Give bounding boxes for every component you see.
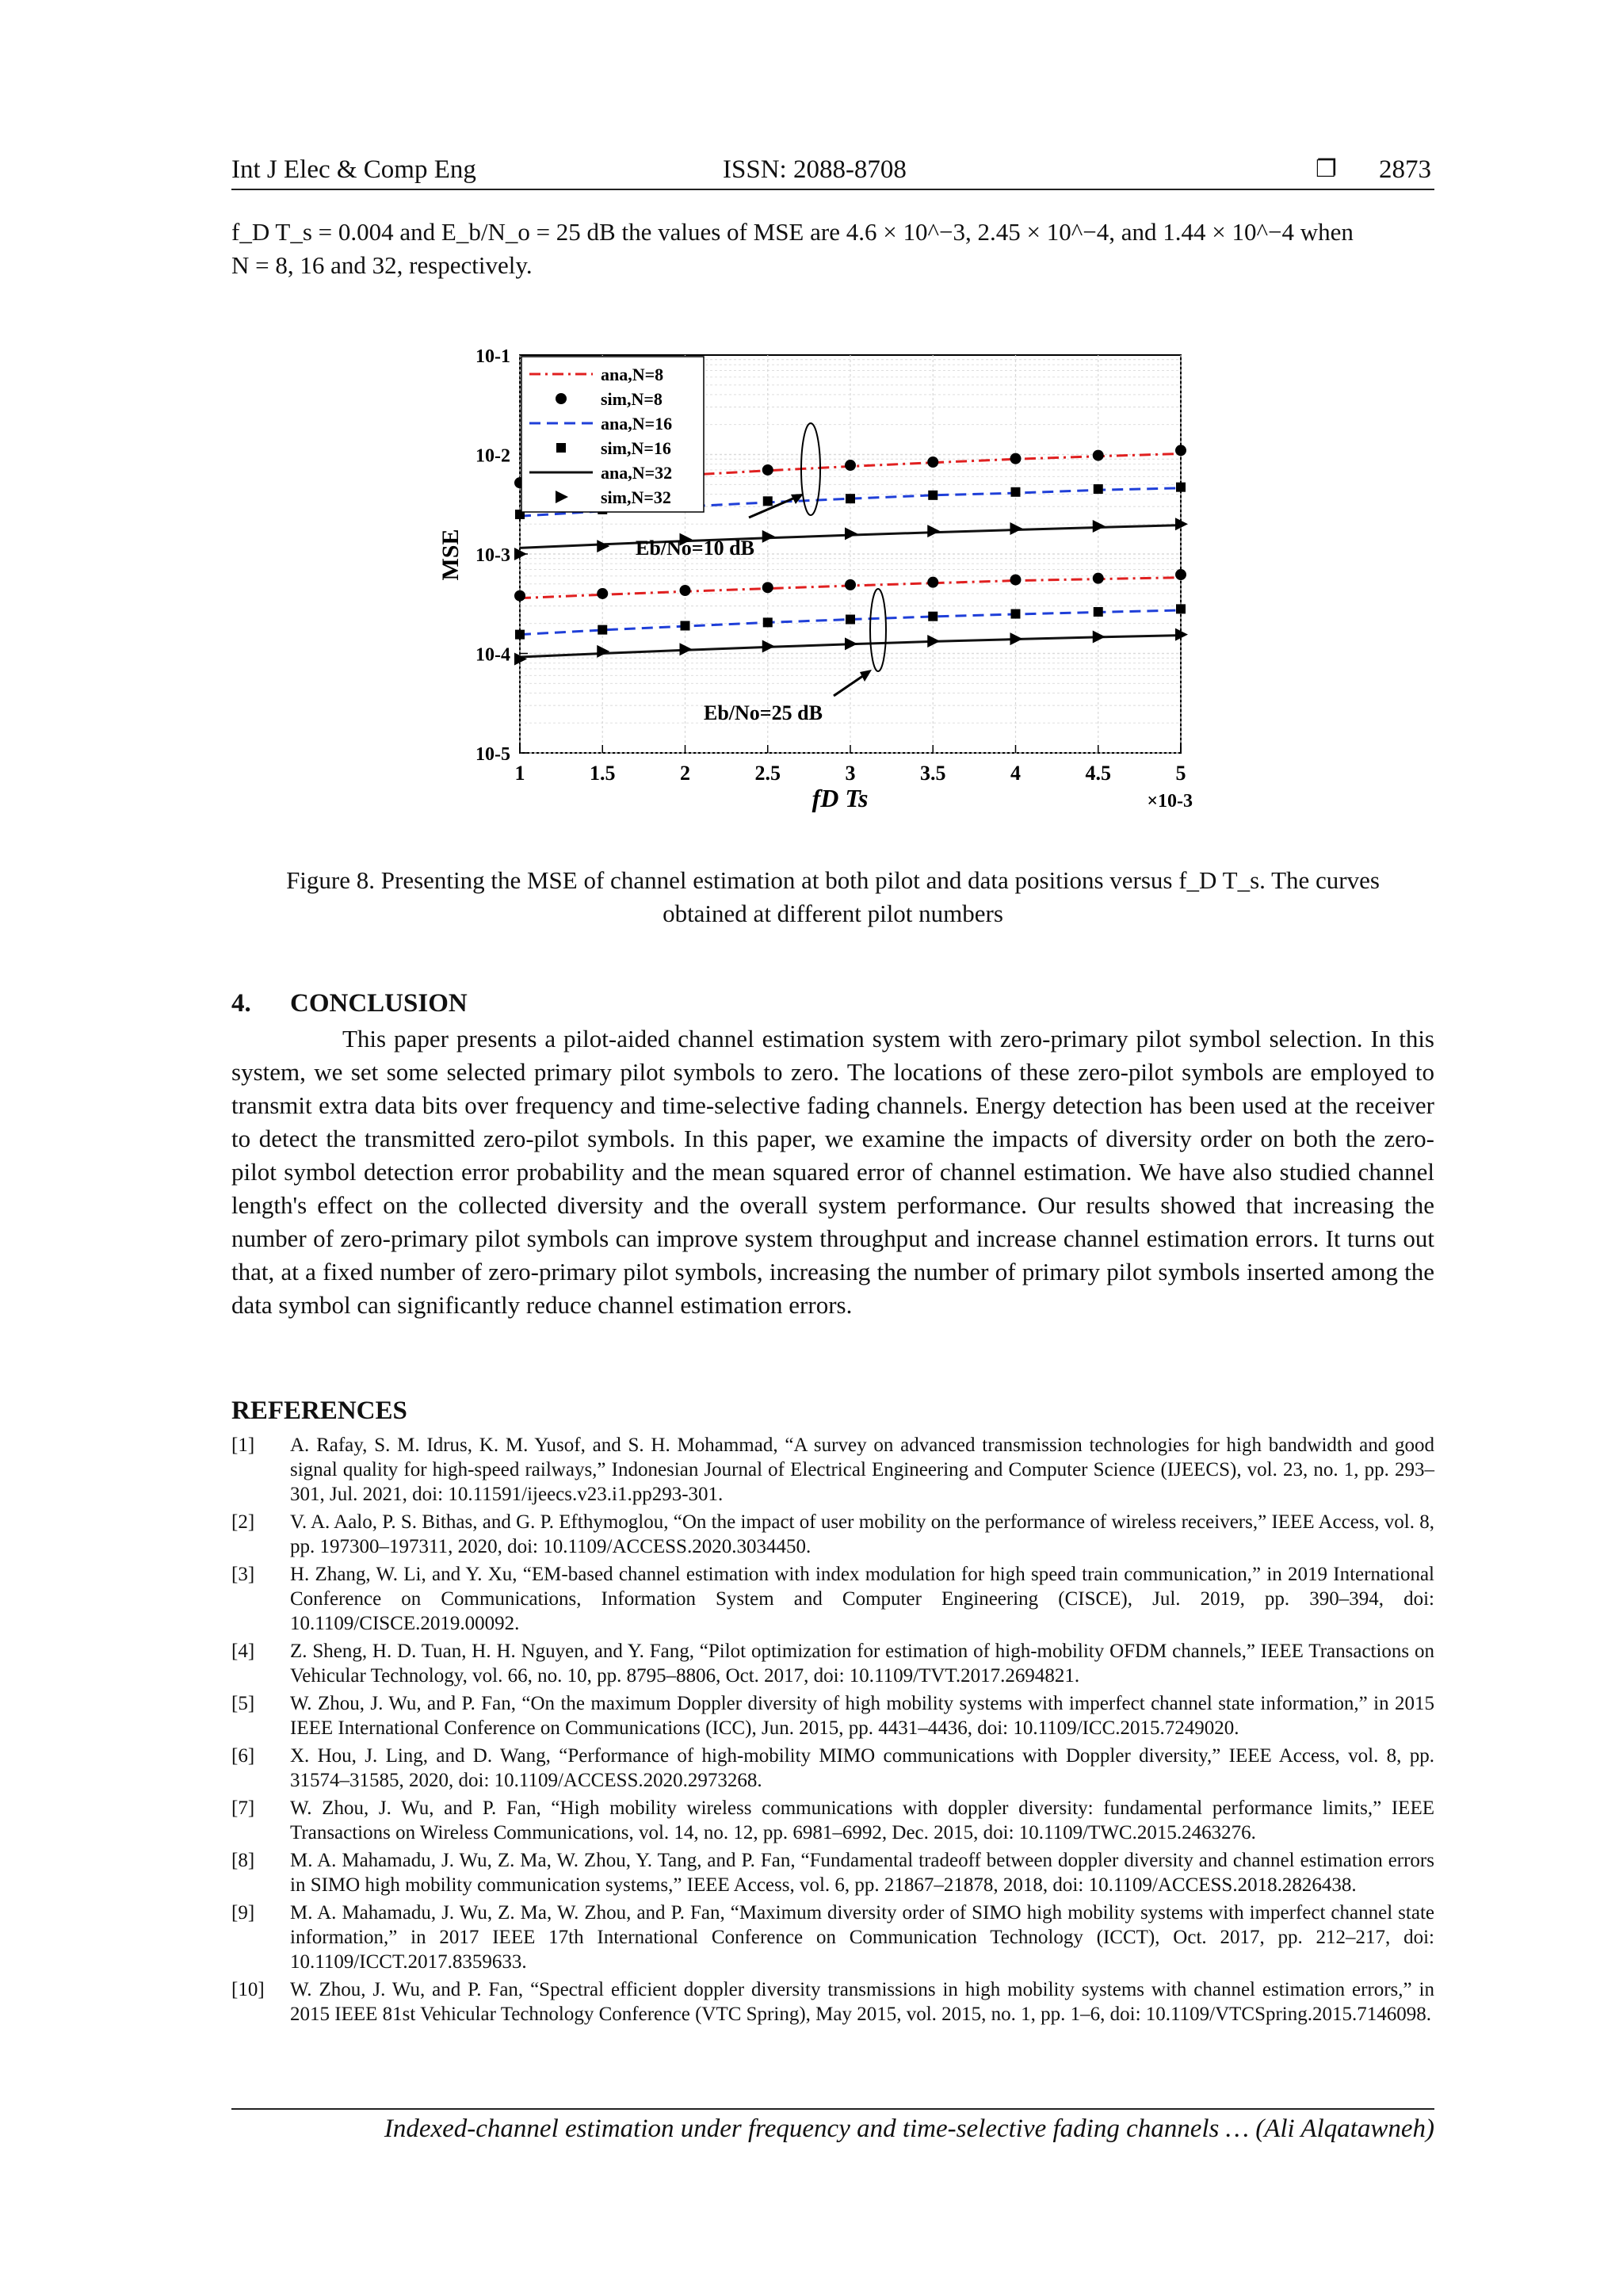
reference-item bbox=[231, 1977, 1434, 2027]
data-point-circle bbox=[927, 457, 938, 468]
chart-legend bbox=[521, 357, 704, 512]
data-point-circle bbox=[1010, 453, 1022, 464]
conclusion-text: This paper presents a pilot-aided channel estimation system with zero-primary pilot symbol selection. In this system, we set some selected primary pilot symbols to zero. The locations of these zero-pilot symbols are employed to transmit extra data bits over frequency and time-selective fading channels. Energy detection has been used at the receiver to detect the transmitted zero-pilot symbols. In this paper, we examine the impacts of diversity order on both the zero-pilot symbol detection error probability and the mean squared error of channel estimation. We have also studied channel length's effect on the collected diversity and the overall system performance. Our results showed that increasing the number of zero-primary pilot symbols can improve system throughput and increase channel estimation errors. It turns out that, at a fixed number of zero-primary pilot symbols, increasing the number of primary pilot symbols inserted among the data symbol can significantly reduce channel estimation errors. bbox=[231, 1025, 1434, 1319]
data-point-square bbox=[1176, 604, 1186, 613]
reference-text: A. Rafay, S. M. Idrus, K. M. Yusof, and S. H. Mohammad, “A survey on advanced transmission technologies for high bandwidth and good signal quality for high-speed railways,” Indonesian Journal of Electrical Engineering and Computer Science (IJEECS), vol. 23, no. 1, pp. 293–301, Jul. 2021, doi: 10.11591/ijeecs.v23.i1.pp293-301. bbox=[290, 1435, 1434, 1505]
x-tick-label: 3 bbox=[845, 762, 856, 785]
data-point-square bbox=[515, 630, 525, 640]
data-point-square bbox=[1176, 483, 1186, 492]
reference-item bbox=[231, 1848, 1434, 1897]
y-tick-label: 10-4 bbox=[475, 644, 510, 666]
data-point-circle bbox=[597, 588, 608, 599]
reference-item bbox=[231, 1510, 1434, 1559]
y-tick-label: 10-3 bbox=[475, 545, 510, 566]
data-point-circle bbox=[845, 460, 856, 471]
issn: ISSN: 2088-8708 bbox=[723, 155, 907, 184]
y-axis-label: MSE bbox=[437, 529, 464, 581]
x-tick-label: 2.5 bbox=[754, 762, 781, 785]
data-point-circle bbox=[1010, 575, 1022, 586]
legend-label: ana,N=8 bbox=[601, 365, 664, 384]
data-point-square bbox=[763, 496, 773, 506]
reference-text: X. Hou, J. Ling, and D. Wang, “Performance of high-mobility MIMO communications with Doppler diversity,” IEEE Access, vol. 8, pp. 31574–31585, 2020, doi: 10.1109/ACCESS.2020.2973268. bbox=[290, 1745, 1434, 1791]
mse-chart bbox=[428, 333, 1220, 824]
reference-item bbox=[231, 1901, 1434, 1974]
references-list bbox=[231, 1433, 1434, 2030]
reference-number: [6] bbox=[231, 1745, 255, 1767]
reference-text: M. A. Mahamadu, J. Wu, Z. Ma, W. Zhou, and P. Fan, “Maximum diversity order of SIMO high mobility systems with imperfect channel state information,” in 2017 IEEE 17th International Conference on Communication Technology (ICCT), Oct. 2017, pp. 212–217, doi: 10.1109/ICCT.2017.8359633. bbox=[290, 1902, 1434, 1973]
legend-label: sim,N=32 bbox=[601, 487, 671, 507]
reference-text: W. Zhou, J. Wu, and P. Fan, “High mobility wireless communications with doppler diversity: fundamental performance limits,” IEEE Transactions on Wireless Communications, vol. 14, no. 12, pp. 6981–6992, Dec. 2015, doi: 10.1109/TWC.2015.2463276. bbox=[290, 1797, 1434, 1843]
data-point-square bbox=[1094, 484, 1103, 494]
data-point-square bbox=[763, 617, 773, 627]
data-point-square bbox=[598, 625, 607, 635]
data-point-circle bbox=[514, 590, 525, 602]
reference-number: [1] bbox=[231, 1435, 255, 1456]
reference-item bbox=[231, 1796, 1434, 1845]
reference-number: [9] bbox=[231, 1902, 255, 1924]
reference-text: W. Zhou, J. Wu, and P. Fan, “Spectral efficient doppler diversity transmissions in high mobility systems with channel estimation errors,” in 2015 IEEE 81st Vehicular Technology Conference (VTC Spring), May 2015, vol. 2015, no. 1, pp. 1–6, doi: 10.1109/VTCSpring.2015.7146098. bbox=[290, 1979, 1434, 2025]
data-point-square bbox=[1094, 607, 1103, 617]
legend-label: sim,N=8 bbox=[601, 389, 663, 409]
journal-name: Int J Elec & Comp Eng bbox=[231, 155, 476, 184]
x-tick-label: 3.5 bbox=[920, 762, 946, 785]
data-point-circle bbox=[680, 585, 691, 596]
data-point-square bbox=[1011, 609, 1021, 619]
data-point-square bbox=[846, 494, 855, 503]
x-multiplier: ×10-3 bbox=[1147, 791, 1193, 812]
references-heading: REFERENCES bbox=[231, 1396, 407, 1425]
reference-number: [7] bbox=[231, 1797, 255, 1819]
figure-caption bbox=[231, 864, 1434, 930]
section-title: CONCLUSION bbox=[290, 989, 468, 1018]
y-tick-label: 10-2 bbox=[475, 445, 510, 467]
annotation-25db: Eb/No=25 dB bbox=[704, 701, 823, 724]
reference-text: V. A. Aalo, P. S. Bithas, and G. P. Efthymoglou, “On the impact of user mobility on the performance of wireless receivers,” IEEE Access, vol. 8, pp. 197300–197311, 2020, doi: 10.1109/ACCESS.2020.3034450. bbox=[290, 1511, 1434, 1557]
data-point-circle bbox=[927, 577, 938, 588]
reference-number: [4] bbox=[231, 1641, 255, 1662]
reference-item bbox=[231, 1639, 1434, 1688]
reference-number: [10] bbox=[231, 1979, 265, 2000]
caption-line-2: obtained at different pilot numbers bbox=[663, 900, 1003, 927]
reference-item bbox=[231, 1691, 1434, 1740]
box-icon: ❐ bbox=[1316, 156, 1337, 182]
data-point-square bbox=[681, 621, 690, 631]
data-point-square bbox=[928, 612, 938, 621]
data-point-square bbox=[846, 615, 855, 625]
data-point-square bbox=[1011, 487, 1021, 497]
annotation-10db: Eb/No=10 dB bbox=[636, 537, 754, 560]
reference-item bbox=[231, 1744, 1434, 1793]
legend-label: ana,N=16 bbox=[601, 414, 673, 434]
x-tick-label: 5 bbox=[1175, 762, 1186, 785]
footer-rule bbox=[231, 2108, 1434, 2110]
x-tick-label: 4.5 bbox=[1085, 762, 1111, 785]
x-tick-label: 2 bbox=[680, 762, 690, 785]
y-tick-label: 10-1 bbox=[475, 346, 510, 367]
data-point-square bbox=[556, 443, 566, 453]
data-point-circle bbox=[762, 464, 773, 476]
y-tick-label: 10-5 bbox=[475, 744, 510, 765]
data-point-circle bbox=[845, 579, 856, 590]
header-rule bbox=[231, 189, 1434, 190]
reference-number: [3] bbox=[231, 1564, 255, 1585]
section-number: 4. bbox=[231, 989, 251, 1018]
data-point-circle bbox=[556, 393, 567, 404]
reference-number: [2] bbox=[231, 1511, 255, 1533]
reference-number: [5] bbox=[231, 1693, 255, 1714]
data-point-circle bbox=[1093, 573, 1104, 584]
reference-text: W. Zhou, J. Wu, and P. Fan, “On the maximum Doppler diversity of high mobility systems with imperfect channel state information,” in 2015 IEEE International Conference on Communications (ICC), Jun. 2015, pp. 4431–4436, doi: 10.1109/ICC.2015.7249020. bbox=[290, 1693, 1434, 1739]
x-tick-label: 1 bbox=[514, 762, 525, 785]
x-tick-label: 1.5 bbox=[590, 762, 616, 785]
reference-text: Z. Sheng, H. D. Tuan, H. H. Nguyen, and Y. Fang, “Pilot optimization for estimation of high-mobility OFDM channels,” IEEE Transactions on Vehicular Technology, vol. 66, no. 10, pp. 8795–8806, Oct. 2017, doi: 10.1109/TVT.2017.2694821. bbox=[290, 1641, 1434, 1687]
intro-line-2: N = 8, 16 and 32, respectively. bbox=[231, 251, 533, 279]
data-point-circle bbox=[762, 582, 773, 593]
page-number: 2873 bbox=[1379, 155, 1431, 184]
reference-text: H. Zhang, W. Li, and Y. Xu, “EM-based channel estimation with index modulation for high speed train communication,” in 2019 International Conference on Communications, Information System and Computer Engineering (CISCE), Jul. 2019, pp. 390–394, doi: 10.1109/CISCE.2019.00092. bbox=[290, 1564, 1434, 1634]
reference-item bbox=[231, 1562, 1434, 1636]
x-axis-label: fD Ts bbox=[812, 784, 869, 812]
data-point-circle bbox=[1093, 450, 1104, 461]
data-point-square bbox=[928, 491, 938, 500]
x-tick-label: 4 bbox=[1010, 762, 1021, 785]
reference-item bbox=[231, 1433, 1434, 1507]
running-title: Indexed-channel estimation under frequency and time-selective fading channels … (Ali Alqatawneh) bbox=[384, 2115, 1434, 2143]
section-heading bbox=[231, 989, 468, 1018]
data-point-circle bbox=[1175, 445, 1186, 456]
caption-line-1: Figure 8. Presenting the MSE of channel estimation at both pilot and data positions versus f_D T_s. The curves bbox=[286, 866, 1380, 894]
intro-line-1: f_D T_s = 0.004 and E_b/N_o = 25 dB the values of MSE are 4.6 × 10^−3, 2.45 × 10^−4, and 1.44 × 10^−4 when bbox=[231, 218, 1354, 246]
reference-text: M. A. Mahamadu, J. Wu, Z. Ma, W. Zhou, Y. Tang, and P. Fan, “Fundamental tradeoff between doppler diversity and channel estimation errors in SIMO high mobility communication systems,” IEEE Access, vol. 6, pp. 21867–21878, 2018, doi: 10.1109/ACCESS.2018.2826438. bbox=[290, 1850, 1434, 1896]
data-point-circle bbox=[1175, 569, 1186, 580]
legend-label: sim,N=16 bbox=[601, 438, 671, 458]
reference-number: [8] bbox=[231, 1850, 255, 1871]
legend-label: ana,N=32 bbox=[601, 463, 673, 483]
